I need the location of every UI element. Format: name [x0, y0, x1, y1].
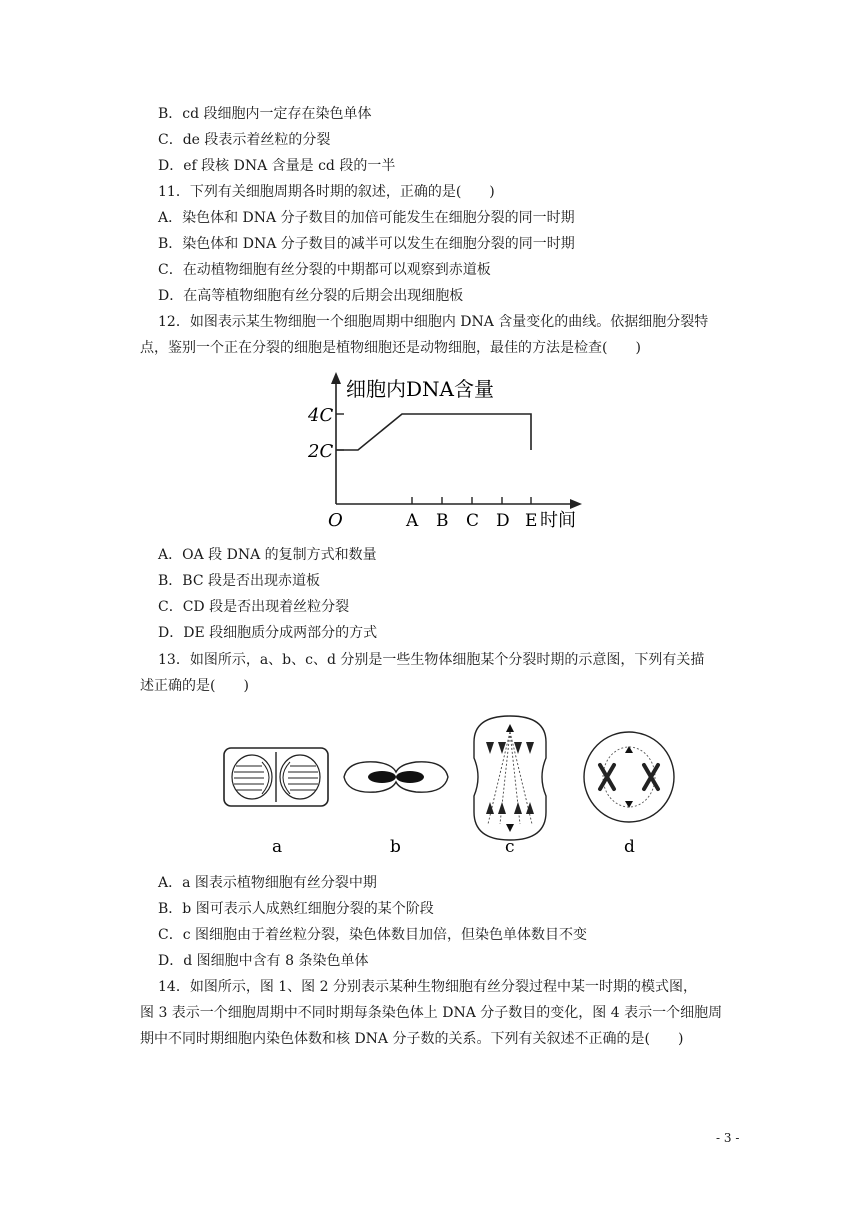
q11-option-a: A．染色体和 DNA 分子数目的加倍可能发生在细胞分裂的同一时期 — [158, 210, 575, 226]
q14-line1: 14．如图所示，图 1、图 2 分别表示某种生物细胞有丝分裂过程中某一时期的模式图， — [158, 979, 697, 995]
q10-option-d: D．ef 段核 DNA 含量是 cd 段的一半 — [158, 158, 396, 174]
x-tick-label-d: D — [496, 511, 510, 531]
q12-option-b: B．BC 段是否出现赤道板 — [158, 573, 320, 589]
q13-stem-line2: 述正确的是( ) — [140, 678, 249, 694]
y-tick-label-4c: 4C — [308, 405, 334, 426]
q14-line3: 期中不同时期细胞内染色体数和核 DNA 分子数的关系。下列有关叙述不正确的是( ) — [140, 1031, 684, 1047]
q11-option-b: B．染色体和 DNA 分子数目的减半可以发生在细胞分裂的同一时期 — [158, 236, 575, 252]
x-tick-label-e: E — [525, 511, 538, 531]
q13-option-d: D．d 图细胞中含有 8 条染色单体 — [158, 953, 369, 969]
q12-option-c: C．CD 段是否出现着丝粒分裂 — [158, 599, 350, 615]
q12-stem-line2: 点，鉴别一个正在分裂的细胞是植物细胞还是动物细胞，最佳的方法是检查( ) — [140, 340, 641, 356]
q14-line2: 图 3 表示一个细胞周期中不同时期每条染色体上 DNA 分子数目的变化，图 4 表示一个细胞周 — [140, 1005, 723, 1021]
x-axis-label: 时间 — [540, 510, 576, 531]
q13-stem-line1: 13．如图所示，a、b、c、d 分别是一些生物体细胞某个分裂时期的示意图，下列有关描 — [158, 652, 705, 668]
q10-option-c: C．de 段表示着丝粒的分裂 — [158, 132, 331, 148]
cell-a-diagram — [224, 748, 328, 806]
y-axis-arrow — [331, 372, 341, 384]
x-tick-label-c: C — [466, 511, 480, 531]
q11-option-d: D．在高等植物细胞有丝分裂的后期会出现细胞板 — [158, 288, 464, 304]
x-tick-label-a: A — [406, 511, 419, 531]
x-origin-label: O — [328, 510, 343, 531]
label-b: b — [390, 837, 401, 857]
label-a: a — [272, 837, 283, 857]
q12-option-d: D．DE 段细胞质分成两部分的方式 — [158, 625, 378, 641]
q13-option-b: B．b 图可表示人成熟红细胞分裂的某个阶段 — [158, 901, 434, 917]
q11-option-c: C．在动植物细胞有丝分裂的中期都可以观察到赤道板 — [158, 262, 491, 278]
cell-c-diagram — [474, 716, 546, 840]
y-tick-label-2c: 2C — [308, 441, 334, 462]
cell-b-diagram — [344, 762, 448, 792]
dna-curve — [336, 414, 531, 450]
q12-option-a: A．OA 段 DNA 的复制方式和数量 — [158, 547, 377, 563]
q13-option-c: C．c 图细胞由于着丝粒分裂，染色体数目加倍，但染色单体数目不变 — [158, 927, 588, 943]
label-d: d — [624, 837, 635, 857]
q11-stem: 11．下列有关细胞周期各时期的叙述，正确的是( ) — [158, 184, 495, 200]
q12-stem-line1: 12．如图表示某生物细胞一个细胞周期中细胞内 DNA 含量变化的曲线。依据细胞分裂特 — [158, 314, 709, 330]
q13-option-a: A．a 图表示植物细胞有丝分裂中期 — [158, 875, 377, 891]
x-tick-label-b: B — [436, 511, 449, 531]
cell-d-diagram — [584, 732, 674, 822]
x-axis-arrow — [570, 499, 582, 509]
dna-content-chart — [290, 366, 590, 538]
cell-division-diagrams — [216, 702, 684, 862]
label-c: c — [505, 837, 515, 857]
page-number: - 3 - — [716, 1131, 740, 1145]
y-axis-label: 细胞内DNA含量 — [346, 377, 494, 401]
q10-option-b: B．cd 段细胞内一定存在染色单体 — [158, 106, 372, 122]
